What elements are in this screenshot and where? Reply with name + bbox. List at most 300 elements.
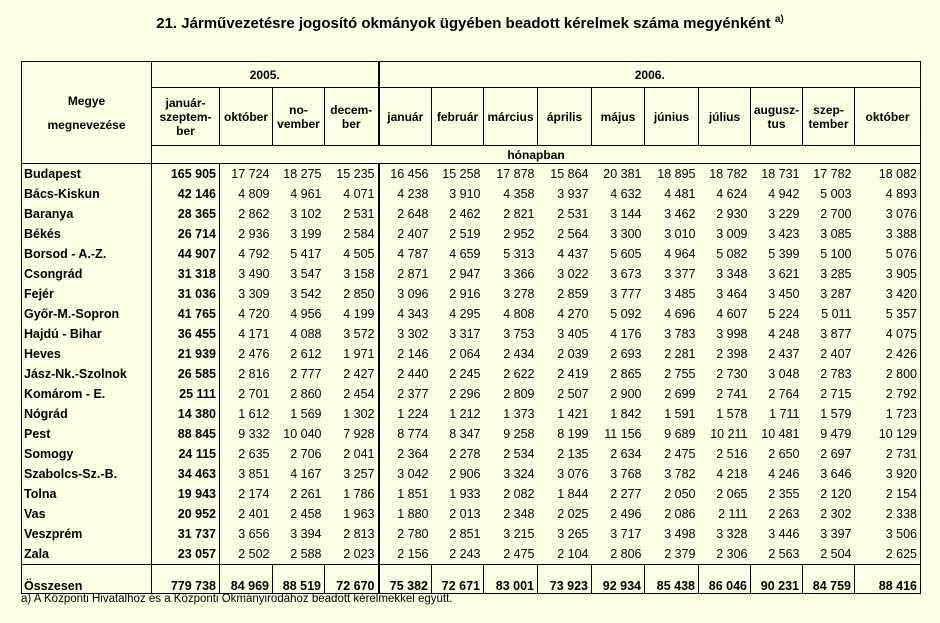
table-row bbox=[22, 464, 921, 484]
value-cell: 92 934 bbox=[592, 565, 645, 594]
county-header-line2: megnevezése bbox=[47, 117, 126, 132]
table-row bbox=[22, 384, 921, 404]
value-cell: 4 624 bbox=[716, 187, 748, 201]
value-cell: 26 714 bbox=[152, 224, 220, 244]
value-cell: 2 496 bbox=[610, 507, 642, 521]
value-cell: 3 937 bbox=[557, 187, 589, 201]
value-cell: 3 265 bbox=[557, 527, 589, 541]
month-header bbox=[751, 88, 803, 146]
county-name: Pest bbox=[22, 424, 152, 444]
county-name: Tolna bbox=[22, 484, 152, 504]
value-cell: 17 724 bbox=[220, 164, 273, 185]
value-cell: 3 423 bbox=[768, 227, 800, 241]
value-cell: 73 923 bbox=[538, 565, 592, 594]
value-cell: 4 964 bbox=[664, 247, 696, 261]
value-cell: 7 928 bbox=[325, 424, 379, 444]
value-cell: 8 774 bbox=[379, 424, 432, 444]
value-cell: 4 218 bbox=[716, 467, 748, 481]
value-cell: 1 844 bbox=[557, 487, 589, 501]
value-cell: 8 199 bbox=[557, 427, 589, 441]
value-cell: 23 057 bbox=[152, 544, 220, 565]
value-cell: 2 050 bbox=[664, 487, 696, 501]
table-row bbox=[22, 164, 921, 185]
value-cell: 2 086 bbox=[664, 507, 696, 521]
value-cell: 2 701 bbox=[238, 387, 270, 401]
value-cell: 2 111 bbox=[718, 507, 748, 521]
value-cell: 31 036 bbox=[152, 284, 220, 304]
value-cell: 25 111 bbox=[152, 384, 220, 404]
table-row bbox=[22, 344, 921, 364]
value-cell: 2 174 bbox=[238, 487, 270, 501]
value-cell: 2 041 bbox=[325, 444, 379, 464]
value-cell: 3 506 bbox=[855, 524, 921, 544]
value-cell: 3 877 bbox=[820, 327, 852, 341]
value-cell: 84 969 bbox=[220, 565, 273, 594]
value-cell: 17 878 bbox=[484, 164, 538, 185]
value-cell: 3 673 bbox=[610, 267, 642, 281]
value-cell: 15 235 bbox=[325, 164, 379, 185]
value-cell: 3 010 bbox=[664, 227, 696, 241]
value-cell: 2 437 bbox=[768, 347, 800, 361]
value-cell: 2 302 bbox=[820, 507, 852, 521]
value-cell: 2 135 bbox=[557, 447, 589, 461]
month-header bbox=[645, 88, 699, 146]
value-cell: 5 313 bbox=[503, 247, 535, 261]
month-header-line: március bbox=[487, 109, 534, 124]
value-cell: 4 808 bbox=[503, 307, 535, 321]
value-cell: 2 813 bbox=[325, 524, 379, 544]
table-row bbox=[22, 404, 921, 424]
value-cell: 3 777 bbox=[610, 287, 642, 301]
value-cell: 3 324 bbox=[503, 467, 535, 481]
value-cell: 3 300 bbox=[610, 227, 642, 241]
value-cell: 4 167 bbox=[290, 467, 322, 481]
month-header-line: április bbox=[546, 109, 583, 124]
value-cell: 5 357 bbox=[855, 304, 921, 324]
value-cell: 4 071 bbox=[325, 184, 379, 204]
value-cell: 16 456 bbox=[379, 164, 432, 185]
value-cell: 41 765 bbox=[152, 304, 220, 324]
county-name: Szabolcs-Sz.-B. bbox=[22, 464, 152, 484]
value-cell: 5 417 bbox=[290, 247, 322, 261]
table-row bbox=[22, 484, 921, 504]
table-title bbox=[0, 14, 940, 32]
value-cell: 3 096 bbox=[379, 284, 432, 304]
value-cell: 3 048 bbox=[768, 367, 800, 381]
value-cell: 2 419 bbox=[557, 367, 589, 381]
value-cell: 2 916 bbox=[449, 287, 481, 301]
month-header-line: január bbox=[387, 109, 424, 124]
value-cell: 5 011 bbox=[821, 307, 852, 321]
table-row bbox=[22, 284, 921, 304]
value-cell: 2 777 bbox=[290, 367, 322, 381]
value-cell: 2 947 bbox=[449, 267, 481, 281]
value-cell: 2 730 bbox=[716, 367, 748, 381]
month-header bbox=[379, 88, 432, 146]
value-cell: 3 085 bbox=[820, 227, 852, 241]
value-cell: 2 952 bbox=[503, 227, 535, 241]
value-cell: 3 317 bbox=[449, 327, 481, 341]
value-cell: 3 009 bbox=[716, 227, 748, 241]
value-cell: 3 076 bbox=[855, 204, 921, 224]
value-cell: 3 485 bbox=[664, 287, 696, 301]
value-cell: 3 464 bbox=[716, 287, 748, 301]
value-cell: 2 401 bbox=[238, 507, 270, 521]
value-cell: 2 588 bbox=[273, 544, 325, 565]
value-cell: 3 394 bbox=[290, 527, 322, 541]
value-cell: 3 490 bbox=[238, 267, 270, 281]
value-cell: 2 364 bbox=[379, 444, 432, 464]
value-cell: 1 842 bbox=[610, 407, 642, 421]
value-cell: 18 275 bbox=[273, 164, 325, 185]
value-cell: 3 348 bbox=[716, 267, 748, 281]
value-cell: 2 871 bbox=[379, 264, 432, 284]
value-cell: 88 416 bbox=[855, 565, 921, 594]
value-cell: 26 585 bbox=[152, 364, 220, 384]
value-cell: 84 759 bbox=[803, 565, 855, 594]
table-row bbox=[22, 264, 921, 284]
month-header-line: június bbox=[653, 109, 690, 124]
value-cell: 31 737 bbox=[152, 524, 220, 544]
value-cell: 36 455 bbox=[152, 324, 220, 344]
month-header-line: február bbox=[436, 109, 479, 124]
value-cell: 3 420 bbox=[855, 284, 921, 304]
value-cell: 2 900 bbox=[610, 387, 642, 401]
value-cell: 4 792 bbox=[238, 247, 270, 261]
month-header-line: július bbox=[708, 109, 741, 124]
value-cell: 72 671 bbox=[432, 565, 484, 594]
value-cell: 3 144 bbox=[610, 207, 642, 221]
value-cell: 2 065 bbox=[716, 487, 748, 501]
value-cell: 2 816 bbox=[238, 367, 270, 381]
value-cell: 2 697 bbox=[820, 447, 852, 461]
value-cell: 2 120 bbox=[820, 487, 852, 501]
county-name: Csongrád bbox=[22, 264, 152, 284]
table-row bbox=[22, 184, 921, 204]
value-cell: 9 479 bbox=[820, 427, 852, 441]
value-cell: 4 176 bbox=[610, 327, 642, 341]
value-cell: 4 343 bbox=[379, 304, 432, 324]
title-text: 21. Járművezetésre jogosító okmányok ügyében beadott kérelmek száma megyénként bbox=[156, 15, 771, 32]
value-cell: 4 720 bbox=[238, 307, 270, 321]
value-cell: 4 437 bbox=[557, 247, 589, 261]
value-cell: 4 088 bbox=[290, 327, 322, 341]
value-cell: 4 961 bbox=[290, 187, 322, 201]
value-cell: 2 154 bbox=[855, 484, 921, 504]
value-cell: 15 258 bbox=[432, 164, 484, 185]
value-cell: 10 211 bbox=[710, 427, 748, 441]
value-cell: 2 306 bbox=[699, 544, 751, 565]
table-row bbox=[22, 444, 921, 464]
value-cell: 2 865 bbox=[610, 367, 642, 381]
value-cell: 3 257 bbox=[325, 464, 379, 484]
value-cell: 3 377 bbox=[664, 267, 696, 281]
value-cell: 2 612 bbox=[290, 347, 322, 361]
value-cell: 2 458 bbox=[290, 507, 322, 521]
value-cell: 2 156 bbox=[379, 544, 432, 565]
county-name: Veszprém bbox=[22, 524, 152, 544]
month-header bbox=[152, 88, 220, 146]
value-cell: 9 689 bbox=[664, 427, 696, 441]
county-name: Vas bbox=[22, 504, 152, 524]
value-cell: 2 338 bbox=[855, 504, 921, 524]
value-cell: 1 302 bbox=[325, 404, 379, 424]
value-cell: 1 578 bbox=[716, 407, 748, 421]
footnote: a) A Központi Hivatalhoz és a Központi Okmányirodához beadott kérelmekkel együtt. bbox=[21, 593, 453, 605]
value-cell: 4 809 bbox=[238, 187, 270, 201]
month-header-line: decem- bbox=[330, 102, 373, 117]
value-cell: 3 753 bbox=[503, 327, 535, 341]
value-cell: 2 780 bbox=[379, 524, 432, 544]
value-cell: 3 621 bbox=[768, 267, 800, 281]
value-cell: 2 348 bbox=[503, 507, 535, 521]
value-cell: 3 920 bbox=[855, 464, 921, 484]
value-cell: 2 936 bbox=[238, 227, 270, 241]
value-cell: 2 263 bbox=[768, 507, 800, 521]
value-cell: 2 146 bbox=[379, 344, 432, 364]
value-cell: 3 405 bbox=[557, 327, 589, 341]
value-cell: 4 295 bbox=[449, 307, 481, 321]
value-cell: 2 625 bbox=[855, 544, 921, 565]
value-cell: 2 930 bbox=[716, 207, 748, 221]
value-cell: 4 199 bbox=[325, 304, 379, 324]
value-cell: 3 656 bbox=[238, 527, 270, 541]
value-cell: 4 171 bbox=[238, 327, 270, 341]
value-cell: 2 025 bbox=[557, 507, 589, 521]
table-row bbox=[22, 524, 921, 544]
value-cell: 4 075 bbox=[855, 324, 921, 344]
value-cell: 3 498 bbox=[664, 527, 696, 541]
value-cell: 3 215 bbox=[503, 527, 535, 541]
month-header bbox=[484, 88, 538, 146]
month-header bbox=[592, 88, 645, 146]
value-cell: 2 502 bbox=[220, 544, 273, 565]
value-cell: 2 741 bbox=[716, 387, 748, 401]
value-cell: 3 462 bbox=[664, 207, 696, 221]
table-row bbox=[22, 544, 921, 565]
value-cell: 4 632 bbox=[610, 187, 642, 201]
value-cell: 5 100 bbox=[820, 247, 852, 261]
value-cell: 1 569 bbox=[290, 407, 322, 421]
month-header-line: ber bbox=[176, 123, 195, 138]
value-cell: 2 531 bbox=[557, 207, 589, 221]
month-header bbox=[803, 88, 855, 146]
value-cell: 4 248 bbox=[768, 327, 800, 341]
month-header bbox=[699, 88, 751, 146]
table-row bbox=[22, 224, 921, 244]
value-cell: 2 564 bbox=[557, 227, 589, 241]
value-cell: 1 786 bbox=[325, 484, 379, 504]
value-cell: 3 076 bbox=[557, 467, 589, 481]
value-cell: 2 476 bbox=[238, 347, 270, 361]
value-cell: 3 366 bbox=[503, 267, 535, 281]
value-cell: 5 399 bbox=[768, 247, 800, 261]
value-cell: 9 332 bbox=[238, 427, 270, 441]
value-cell: 2 261 bbox=[290, 487, 322, 501]
value-cell: 5 092 bbox=[610, 307, 642, 321]
data-table bbox=[21, 61, 921, 594]
month-header bbox=[325, 88, 379, 146]
value-cell: 5 003 bbox=[820, 187, 852, 201]
table-row bbox=[22, 324, 921, 344]
value-cell: 4 270 bbox=[557, 307, 589, 321]
value-cell: 5 076 bbox=[855, 244, 921, 264]
value-cell: 3 287 bbox=[820, 287, 852, 301]
value-cell: 2 454 bbox=[325, 384, 379, 404]
month-header-line: május bbox=[600, 109, 636, 124]
value-cell: 2 379 bbox=[645, 544, 699, 565]
table-row bbox=[22, 364, 921, 384]
value-cell: 779 738 bbox=[152, 565, 220, 594]
value-cell: 2 731 bbox=[855, 444, 921, 464]
value-cell: 3 309 bbox=[238, 287, 270, 301]
value-cell: 3 450 bbox=[768, 287, 800, 301]
value-cell: 2 792 bbox=[855, 384, 921, 404]
value-cell: 2 699 bbox=[664, 387, 696, 401]
value-cell: 3 646 bbox=[820, 467, 852, 481]
month-header bbox=[432, 88, 484, 146]
value-cell: 2 519 bbox=[449, 227, 481, 241]
table-row bbox=[22, 244, 921, 264]
unit-header: hónapban bbox=[152, 146, 921, 164]
value-cell: 2 296 bbox=[449, 387, 481, 401]
value-cell: 88 845 bbox=[152, 424, 220, 444]
value-cell: 18 782 bbox=[699, 164, 751, 185]
value-cell: 3 022 bbox=[557, 267, 589, 281]
year-2005-header: 2005. bbox=[152, 62, 379, 88]
county-name: Hajdú - Bihar bbox=[22, 324, 152, 344]
value-cell: 1 971 bbox=[325, 344, 379, 364]
value-cell: 10 129 bbox=[855, 424, 921, 444]
value-cell: 28 365 bbox=[152, 204, 220, 224]
value-cell: 4 956 bbox=[290, 307, 322, 321]
value-cell: 2 700 bbox=[820, 207, 852, 221]
value-cell: 20 381 bbox=[592, 164, 645, 185]
value-cell: 1 880 bbox=[379, 504, 432, 524]
value-cell: 2 860 bbox=[290, 387, 322, 401]
value-cell: 83 001 bbox=[484, 565, 538, 594]
county-name: Jász-Nk.-Szolnok bbox=[22, 364, 152, 384]
value-cell: 4 607 bbox=[716, 307, 748, 321]
value-cell: 3 542 bbox=[290, 287, 322, 301]
value-cell: 2 277 bbox=[610, 487, 642, 501]
value-cell: 3 102 bbox=[290, 207, 322, 221]
value-cell: 2 806 bbox=[592, 544, 645, 565]
county-header-line1: Megye bbox=[67, 93, 106, 108]
month-header-line: szeptem- bbox=[159, 109, 212, 124]
value-cell: 4 696 bbox=[664, 307, 696, 321]
value-cell: 2 809 bbox=[503, 387, 535, 401]
value-cell: 1 579 bbox=[820, 407, 852, 421]
value-cell: 3 328 bbox=[716, 527, 748, 541]
month-header-line: tus bbox=[767, 116, 786, 131]
value-cell: 21 939 bbox=[152, 344, 220, 364]
value-cell: 18 731 bbox=[751, 164, 803, 185]
year-2006-header: 2006. bbox=[379, 62, 921, 88]
month-header-line: szep- bbox=[813, 102, 844, 117]
value-cell: 165 905 bbox=[152, 164, 220, 185]
value-cell: 3 783 bbox=[664, 327, 696, 341]
value-cell: 2 764 bbox=[768, 387, 800, 401]
month-header-line: augusz- bbox=[753, 102, 800, 117]
value-cell: 2 635 bbox=[238, 447, 270, 461]
value-cell: 4 358 bbox=[503, 187, 535, 201]
value-cell: 72 670 bbox=[325, 565, 379, 594]
value-cell: 4 238 bbox=[379, 184, 432, 204]
county-name: Borsod - A.-Z. bbox=[22, 244, 152, 264]
value-cell: 14 380 bbox=[152, 404, 220, 424]
value-cell: 1 212 bbox=[449, 407, 481, 421]
value-cell: 3 446 bbox=[768, 527, 800, 541]
value-cell: 90 231 bbox=[751, 565, 803, 594]
table-row bbox=[22, 304, 921, 324]
value-cell: 5 605 bbox=[610, 247, 642, 261]
table-row bbox=[22, 424, 921, 444]
value-cell: 2 064 bbox=[449, 347, 481, 361]
value-cell: 2 039 bbox=[557, 347, 589, 361]
value-cell: 18 082 bbox=[855, 164, 921, 185]
value-cell: 1 421 bbox=[557, 407, 589, 421]
value-cell: 42 146 bbox=[152, 184, 220, 204]
value-cell: 1 711 bbox=[769, 407, 800, 421]
value-cell: 2 851 bbox=[449, 527, 481, 541]
month-header-line: tember bbox=[808, 116, 849, 131]
value-cell: 2 648 bbox=[379, 204, 432, 224]
value-cell: 2 821 bbox=[503, 207, 535, 221]
value-cell: 4 942 bbox=[768, 187, 800, 201]
value-cell: 3 285 bbox=[820, 267, 852, 281]
month-header-line: vember bbox=[277, 116, 320, 131]
county-name: Heves bbox=[22, 344, 152, 364]
value-cell: 4 659 bbox=[449, 247, 481, 261]
month-header bbox=[855, 88, 921, 146]
value-cell: 10 040 bbox=[283, 427, 322, 441]
value-cell: 24 115 bbox=[152, 444, 220, 464]
value-cell: 2 783 bbox=[820, 367, 852, 381]
value-cell: 15 864 bbox=[538, 164, 592, 185]
value-cell: 17 782 bbox=[803, 164, 855, 185]
value-cell: 8 347 bbox=[449, 427, 481, 441]
county-name: Fejér bbox=[22, 284, 152, 304]
value-cell: 19 943 bbox=[152, 484, 220, 504]
value-cell: 2 563 bbox=[751, 544, 803, 565]
county-name: Zala bbox=[22, 544, 152, 565]
value-cell: 4 246 bbox=[768, 467, 800, 481]
table-row bbox=[22, 204, 921, 224]
value-cell: 3 547 bbox=[290, 267, 322, 281]
month-header-line: ber bbox=[341, 116, 361, 131]
value-cell: 4 787 bbox=[379, 244, 432, 264]
value-cell: 2 440 bbox=[379, 364, 432, 384]
value-cell: 11 156 bbox=[604, 427, 642, 441]
month-header bbox=[538, 88, 592, 146]
value-cell: 3 042 bbox=[379, 464, 432, 484]
value-cell: 3 199 bbox=[290, 227, 322, 241]
value-cell: 3 278 bbox=[503, 287, 535, 301]
county-name: Győr-M.-Sopron bbox=[22, 304, 152, 324]
value-cell: 2 278 bbox=[449, 447, 481, 461]
county-name: Nógrád bbox=[22, 404, 152, 424]
value-cell: 31 318 bbox=[152, 264, 220, 284]
value-cell: 4 505 bbox=[325, 244, 379, 264]
value-cell: 2 104 bbox=[538, 544, 592, 565]
value-cell: 3 302 bbox=[379, 324, 432, 344]
value-cell: 3 158 bbox=[325, 264, 379, 284]
month-header-line: október bbox=[865, 109, 910, 124]
value-cell: 2 531 bbox=[325, 204, 379, 224]
value-cell: 1 851 bbox=[379, 484, 432, 504]
value-cell: 2 622 bbox=[503, 367, 535, 381]
